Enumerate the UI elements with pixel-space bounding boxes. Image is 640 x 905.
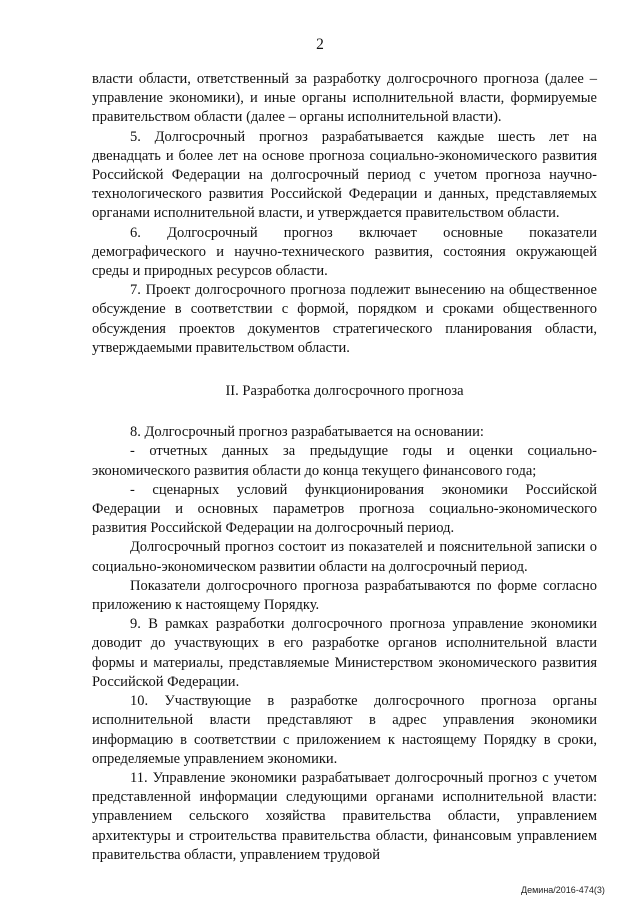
paragraph: власти области, ответственный за разработку долгосрочного прогноза (далее – управление экономики), и иные органы исполнительной власти, формируемые правительством области (далее – органы исполнительной власти). [92,71,597,126]
paragraph: 10. Участвующие в разработке долгосрочного прогноза органы исполнительной власти представляют в адрес управления экономики информацию в соответствии с приложением к настоящему Порядку в сроки, определяемые управлением экономики. [92,693,597,767]
paragraph: - сценарных условий функционирования экономики Российской Федерации и основных параметров прогноза социально-экономического развития Российской Федерации на долгосрочный период. [92,481,597,537]
paragraphs-after-section [92,423,597,865]
paragraph: Показатели долгосрочного прогноза разрабатываются по форме согласно приложению к настоящему Порядку. [92,577,597,614]
paragraph: 5. Долгосрочный прогноз разрабатывается каждые шесть лет на двенадцать и более лет на основе прогноза социально-экономического развития Российской Федерации на долгосрочный период с учетом прогноза научно-технологического развития Российской Федерации и данных, представляемых органами исполнительной власти, и утверждается правительством области. [92,128,597,222]
paragraph: 8. Долгосрочный прогноз разрабатывается на основании: [130,424,484,441]
page-number: 2 [316,36,324,53]
document-body [92,70,597,865]
paragraph: Долгосрочный прогноз состоит из показателей и пояснительной записки о социально-экономическом развитии области на долгосрочный период. [92,539,597,575]
paragraph: 9. В рамках разработки долгосрочного прогноза управление экономики доводит до участвующих в его разработке органов исполнительной власти формы и материалы, представляемые Министерством экономического развития Российской Федерации. [92,616,597,690]
paragraphs-before-section [92,70,597,358]
paragraph: 11. Управление экономики разрабатывает долгосрочный прогноз с учетом представленной информации следующими органами исполнительной власти: управлением сельского хозяйства правительства области, управлением архитектуры и строительства правительства области, финансовым управлением правительства области, управлением трудовой [92,769,597,863]
paragraph: 7. Проект долгосрочного прогноза подлежит вынесению на общественное обсуждение в соответствии с формой, порядком и сроками общественного обсуждения проектов документов стратегического планирования области, утверждаемыми правительством области. [92,282,597,356]
document-footer-code: Демина/2016-474(3) [521,885,605,895]
section-heading: II. Разработка долгосрочного прогноза [225,383,464,400]
paragraph: 6. Долгосрочный прогноз включает основные показатели демографического и научно-технического развития, состояния окружающей среды и природных ресурсов области. [92,224,597,280]
paragraph: - отчетных данных за предыдущие годы и оценки социально-экономического развития области до конца текущего финансового года; [92,443,597,479]
